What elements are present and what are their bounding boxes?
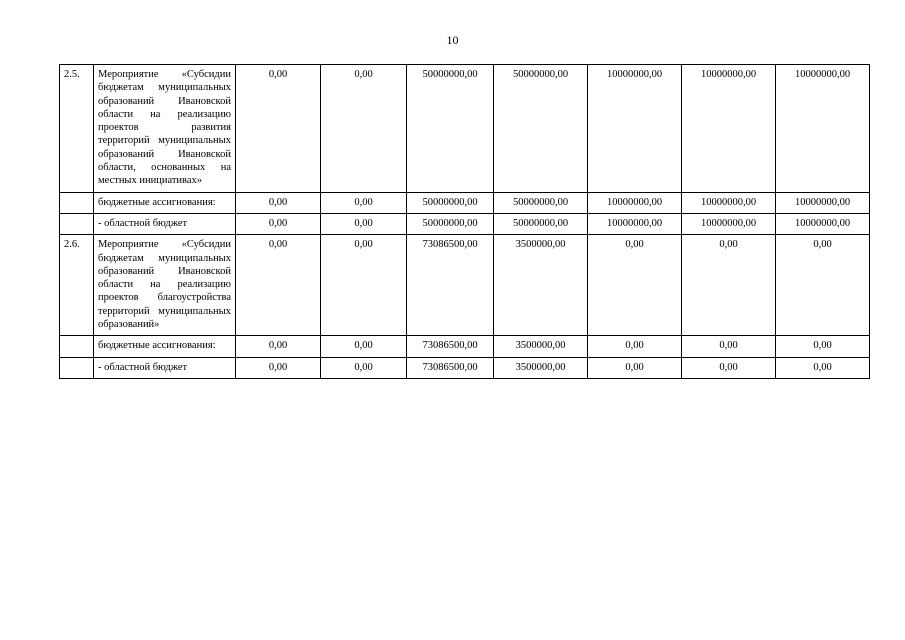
cell-value: 10000000,00 (588, 213, 682, 234)
cell-value: 50000000,00 (494, 192, 588, 213)
table-row (60, 65, 870, 193)
cell-value: 0,00 (682, 357, 776, 378)
row-number (60, 213, 94, 234)
cell-value: 0,00 (588, 235, 682, 336)
row-number: 2.6. (60, 235, 94, 336)
row-number: 2.5. (60, 65, 94, 193)
cell-value: 0,00 (236, 336, 321, 357)
cell-value: 73086500,00 (407, 336, 494, 357)
row-number (60, 192, 94, 213)
cell-value: 3500000,00 (494, 336, 588, 357)
cell-value: 0,00 (321, 192, 407, 213)
cell-value: 10000000,00 (682, 65, 776, 193)
cell-value: 0,00 (321, 65, 407, 193)
cell-value: 10000000,00 (682, 213, 776, 234)
cell-value: 50000000,00 (494, 65, 588, 193)
cell-value: 0,00 (682, 336, 776, 357)
table-row (60, 235, 870, 336)
cell-value: 3500000,00 (494, 235, 588, 336)
cell-value: 0,00 (682, 235, 776, 336)
cell-value: 0,00 (776, 357, 870, 378)
row-number (60, 357, 94, 378)
cell-value: 0,00 (321, 213, 407, 234)
cell-value: 50000000,00 (407, 192, 494, 213)
table-row (60, 336, 870, 357)
row-description: Мероприятие «Субсидии бюджетам муниципальных образований Ивановской области на реализацию проектов развития территорий муниципальных образований Ивановской области, основанных на местных инициативах» (94, 65, 236, 193)
cell-value: 73086500,00 (407, 235, 494, 336)
cell-value: 10000000,00 (588, 192, 682, 213)
cell-value: 50000000,00 (407, 213, 494, 234)
cell-value: 3500000,00 (494, 357, 588, 378)
row-description: бюджетные ассигнования: (94, 192, 236, 213)
page-number: 10 (446, 33, 459, 47)
cell-value: 50000000,00 (407, 65, 494, 193)
cell-value: 0,00 (236, 65, 321, 193)
cell-value: 0,00 (321, 336, 407, 357)
cell-value: 50000000,00 (494, 213, 588, 234)
cell-value: 0,00 (776, 336, 870, 357)
cell-value: 0,00 (588, 357, 682, 378)
row-description: - областной бюджет (94, 213, 236, 234)
cell-value: 0,00 (321, 357, 407, 378)
cell-value: 10000000,00 (588, 65, 682, 193)
budget-table (59, 64, 870, 379)
cell-value: 10000000,00 (682, 192, 776, 213)
cell-value: 10000000,00 (776, 213, 870, 234)
cell-value: 0,00 (236, 235, 321, 336)
table-row (60, 192, 870, 213)
cell-value: 0,00 (236, 192, 321, 213)
cell-value: 10000000,00 (776, 192, 870, 213)
cell-value: 0,00 (236, 357, 321, 378)
row-description: Мероприятие «Субсидии бюджетам муниципальных образований Ивановской области на реализацию проектов благоустройства территорий муниципальных образований» (94, 235, 236, 336)
cell-value: 0,00 (588, 336, 682, 357)
cell-value: 73086500,00 (407, 357, 494, 378)
cell-value: 0,00 (321, 235, 407, 336)
row-number (60, 336, 94, 357)
table-row (60, 213, 870, 234)
row-description: - областной бюджет (94, 357, 236, 378)
cell-value: 0,00 (236, 213, 321, 234)
row-description: бюджетные ассигнования: (94, 336, 236, 357)
table-row (60, 357, 870, 378)
cell-value: 10000000,00 (776, 65, 870, 193)
cell-value: 0,00 (776, 235, 870, 336)
